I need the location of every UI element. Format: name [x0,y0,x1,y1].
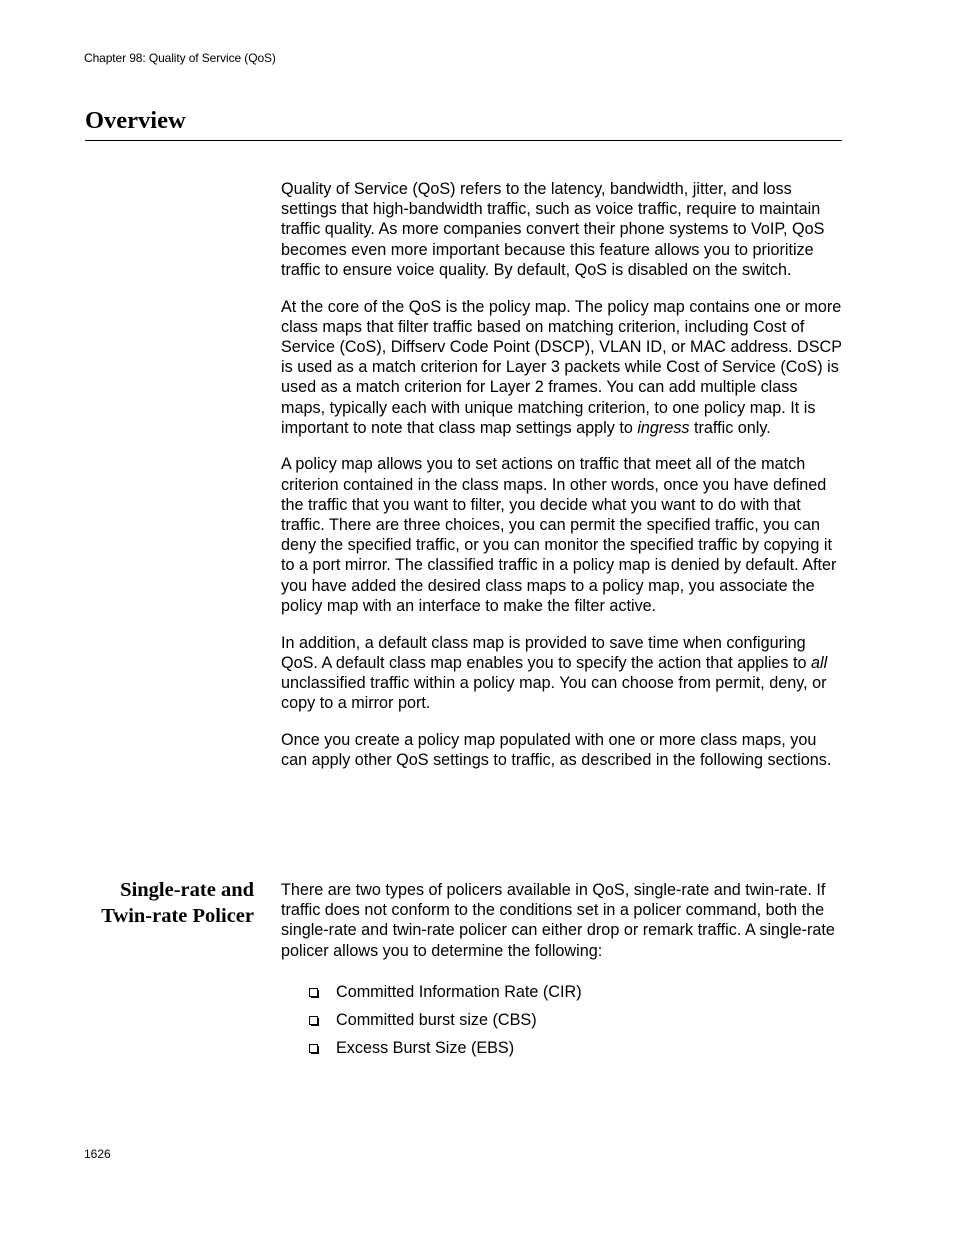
policer-body [281,880,843,977]
list-item [309,978,582,1006]
running-header: Chapter 98: Quality of Service (QoS) [84,51,276,65]
overview-paragraph-3: A policy map allows you to set actions on traffic that meet all of the match criterion contained in the class maps. In other words, once you have defined the traffic that you want to filter, you decide what you want to do with that traffic. There are three choices, you can permit the specified traffic, you can deny the specified traffic, or you can monitor the specified traffic by copying it to a port mirror. The classified traffic in a policy map is denied by default. After you have added the desired class maps to a policy map, you associate the policy map with an interface to make the filter active. [281,455,837,615]
list-item [309,1006,582,1034]
bullet-text: Excess Burst Size (EBS) [336,1038,515,1057]
list-item [309,1034,582,1062]
policer-bullet-list [309,978,582,1062]
policer-heading-line-1: Single-rate and [120,879,254,901]
bullet-text: Committed Information Rate (CIR) [336,982,582,1001]
paragraph-text: At the core of the QoS is the policy map. The policy map contains one or more class maps that filter traffic based on matching criterion, including Cost of Service (CoS), Diffserv Code Point (DSCP), VLAN ID, or MAC address. DSCP is used as a match criterion for Layer 3 packets while Cost of Service (CoS) is used as a match criterion for Layer 2 frames. You can add multiple class maps, typically each with unique matching criterion, to one policy map. It is important to note that class map settings apply to [281,297,842,437]
box-bullet-icon [309,1044,318,1053]
section-title: Overview [85,107,186,134]
overview-paragraph-1: Quality of Service (QoS) refers to the latency, bandwidth, jitter, and loss settings that high-bandwidth traffic, such as voice traffic, require to maintain traffic quality. As more companies convert their phone systems to VoIP, QoS becomes even more important because this feature allows you to prioritize traffic to ensure voice quality. By default, QoS is disabled on the switch. [281,180,825,279]
paragraph-text: In addition, a default class map is provided to save time when configuring QoS. A default class map enables you to specify the action that applies to [281,633,812,672]
paragraph-text: unclassified traffic within a policy map. You can choose from permit, deny, or copy to a mirror port. [281,673,827,713]
policer-heading-line-2: Twin-rate Policer [101,905,254,927]
title-rule [85,140,842,141]
paragraph-text: traffic only. [689,418,771,437]
page-number: 1626 [84,1147,111,1161]
overview-paragraph-5: Once you create a policy map populated with one or more class maps, you can apply other QoS settings to traffic, as described in the following sections. [281,730,832,770]
emphasis-ingress: ingress [637,418,690,437]
box-bullet-icon [309,988,318,997]
policer-paragraph-1: There are two types of policers available in QoS, single-rate and twin-rate. If traffic does not conform to the conditions set in a policer command, both the single-rate and twin-rate policer can either drop or remark traffic. A single-rate policer allows you to determine the following: [281,881,835,960]
box-bullet-icon [309,1016,318,1025]
policer-heading [101,877,254,929]
bullet-text: Committed burst size (CBS) [336,1010,537,1029]
overview-body [281,179,843,787]
overview-paragraph-2 [281,297,843,438]
emphasis-all: all [811,653,828,672]
overview-paragraph-4 [281,633,843,714]
